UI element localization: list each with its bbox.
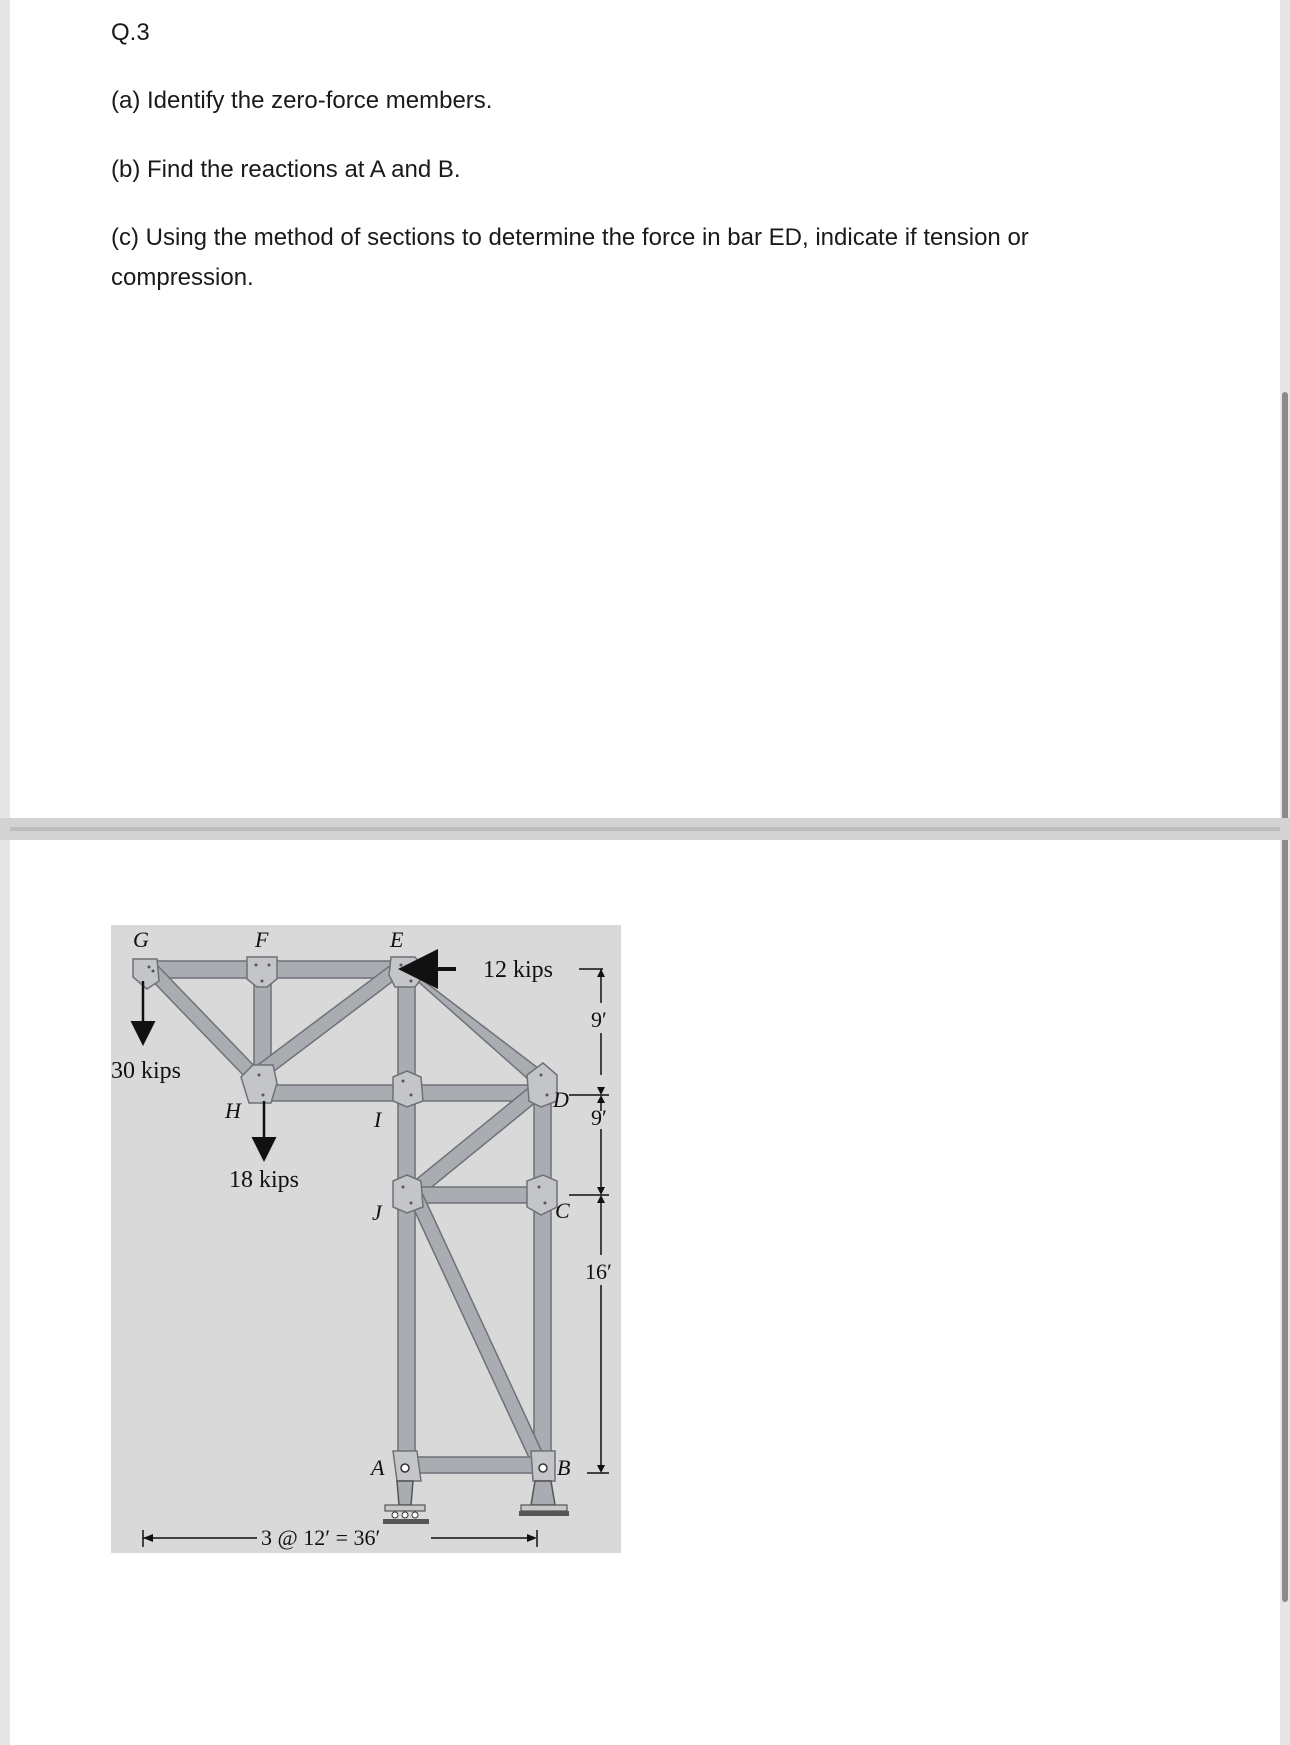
load-30-label: 30 kips [111,1058,182,1084]
joint-label-C: C [555,1198,570,1223]
dimension-bottom: 16′ [585,1259,612,1284]
joint-label-I: I [374,1107,382,1132]
truss-figure [111,925,621,1553]
load-18-label: 18 kips [229,1167,300,1193]
scrollbar[interactable] [1282,392,1288,1602]
joint-label-B: B [557,1455,571,1480]
span-label: 3 @ 12′ = 36′ [261,1525,381,1550]
load-12-label: 12 kips [483,957,554,983]
joint-label-A: A [371,1455,385,1480]
joint-label-H: H [225,1098,241,1123]
joint-label-F: F [255,927,269,952]
question-part-c: (c) Using the method of sections to determine the force in bar ED, indicate if tension or compression. [111,224,1029,291]
joint-label-G: G [133,927,149,952]
member-JC [411,1187,539,1203]
dimension-top: 9′ [591,1007,607,1032]
member-EA [398,969,415,1479]
member-DB [534,1083,551,1479]
page-divider [0,818,1290,840]
question-part-a: (a) Identify the zero-force members. [111,87,493,114]
page-1 [10,0,1280,818]
gusset-C [527,1175,557,1215]
joint-label-E: E [390,927,404,952]
dimension-middle: 9′ [591,1105,607,1130]
joint-label-D: D [553,1087,569,1112]
gusset-J [393,1175,423,1213]
question-number: Q.3 [111,19,150,46]
right-margin [1280,0,1290,1745]
gusset-I [393,1071,423,1107]
joint-label-J: J [372,1200,382,1225]
member-AB [406,1457,541,1473]
left-margin [0,0,10,1745]
question-part-b: (b) Find the reactions at A and B. [111,156,461,183]
